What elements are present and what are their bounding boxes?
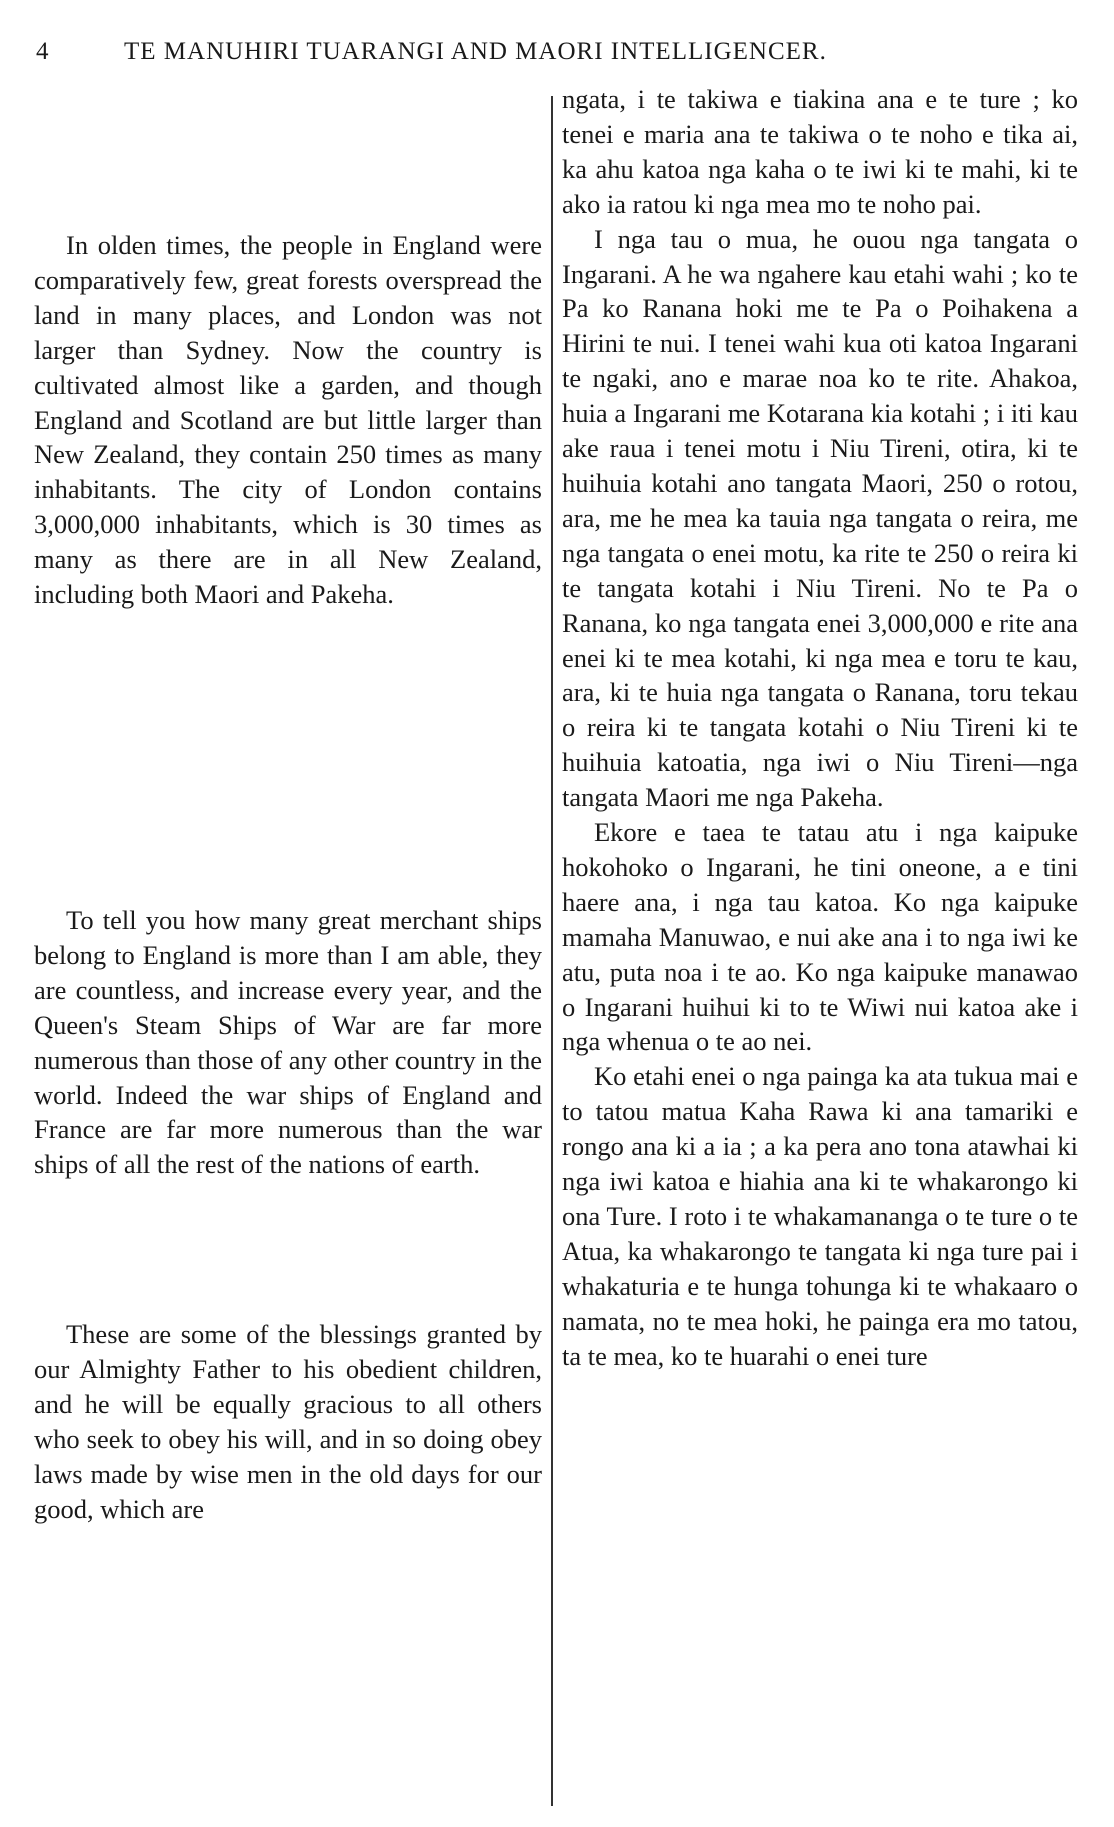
english-paragraph-3 xyxy=(34,1317,542,1526)
page-header xyxy=(36,38,1076,74)
page-number: 4 xyxy=(36,38,50,65)
running-title: TE MANUHIRI TUARANGI AND MAORI INTELLIGENCER. xyxy=(124,38,827,65)
english-paragraph-1 xyxy=(34,228,542,612)
maori-paragraph-3-text: Ko etahi enei o nga painga ka ata tukua mai e to tatou matua Kaha Rawa ki ana tamariki e rongo ana ki a ia ; a ka pera ano tona atawhai ki nga iwi katoa e hiahia ana ki te whakarongo ki ona Ture. I roto i te whakamananga o te ture o te Atua, ka whakarongo te tangata ki nga ture pai i whakaturia e te hunga tohunga ki te whakaaro o namata, no te mea hoki, he painga era mo tatou, ta te mea, ko te huarahi o enei ture xyxy=(562,1061,1078,1371)
maori-column xyxy=(562,82,1078,1374)
maori-paragraph-0-text: ngata, i te takiwa e tiakina ana e te ture ; ko tenei e maria ana te takiwa o te noho e tika ai, ka ahu katoa nga kaha o te iwi ki te mahi, ki te ako ia ratou ki nga mea mo te noho pai. xyxy=(562,84,1078,219)
english-paragraph-3-text: These are some of the blessings granted by our Almighty Father to his obedient children, and he will be equally gracious to all others who seek to obey his will, and in so doing obey laws made by wise men in the old days for our good, which are xyxy=(34,1319,542,1524)
english-paragraph-1-text: In olden times, the people in England were comparatively few, great forests overspread the land in many places, and London was not larger than Sydney. Now the country is cultivated almost like a garden, and though England and Scotland are but little larger than New Zealand, they contain 250 times as many inhabitants. The city of London contains 3,000,000 inhabitants, which is 30 times as many as there are in all New Zealand, including both Maori and Pakeha. xyxy=(34,230,542,610)
english-paragraph-2-text: To tell you how many great merchant ships belong to England is more than I am able, they are countless, and increase every year, and the Queen's Steam Ships of War are far more numerous than those of any other country in the world. Indeed the war ships of England and France are far more numerous than the war ships of all the rest of the nations of earth. xyxy=(34,905,542,1180)
english-paragraph-2 xyxy=(34,903,542,1182)
maori-paragraph-2-text: Ekore e taea te tatau atu i nga kaipuke hokohoko o Ingarani, he tini oneone, a e tini haere ana, i nga tau katoa. Ko nga kaipuke mamaha Manuwao, e nui ake ana i to nga iwi ke atu, puta noa i te ao. Ko nga kaipuke manawao o Ingarani huihui ki to te Wiwi nui katoa ake i nga whenua o te ao nei. xyxy=(562,817,1078,1057)
maori-paragraph-1-text: I nga tau o mua, he ouou nga tangata o Ingarani. A he wa ngahere kau etahi wahi ; ko te Pa ko Ranana hoki me te Pa o Poihakena a Hirini te nui. I tenei wahi kua oti katoa Ingarani te ngaki, ano e marae noa ko te rite. Ahakoa, huia a Ingarani me Kotarana kia kotahi ; i iti kau ake raua i tenei motu i Niu Tireni, otira, ki te huihuia kotahi ano tangata Maori, 250 o rotou, ara, me he mea ka tauia nga tangata o reira, me nga tangata o enei motu, ka rite te 250 o reira ki te tangata kotahi i Niu Tireni. No te Pa o Ranana, ko nga tangata enei 3,000,000 e rite ana enei ki te mea kotahi, ki nga mea e toru te kau, ara, ki te huia nga tangata o Ranana, toru tekau o reira ki te tangata kotahi o Niu Tireni ki te huihuia katoatia, nga iwi o Niu Tireni—nga tangata Maori me nga Pakeha. xyxy=(562,223,1078,813)
column-divider xyxy=(551,96,553,1806)
